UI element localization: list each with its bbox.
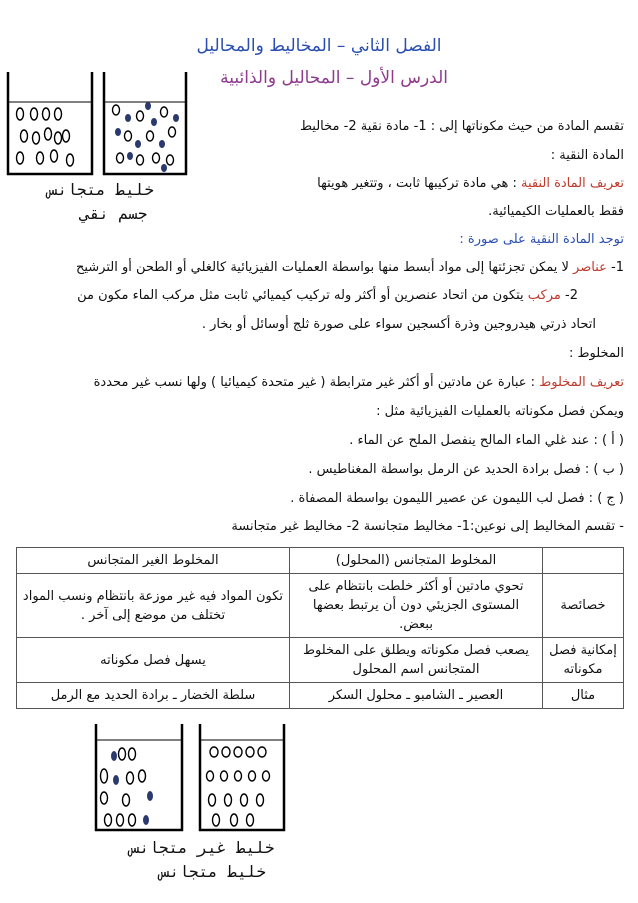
beakers-figure-bottom [88,720,288,836]
table-row [17,638,624,683]
mixture-definition: تعريف المخلوط : عبارة عن مادتين أو أكثر غير مترابطة ( غير متحدة كيميائيا ) ولها نسب غير محددة [93,375,624,390]
elements-term: عناصر [573,260,607,275]
mixture-types-line: - تقسم المخاليط إلى نوعين:1- مخاليط متجانسة 2- مخاليط غير متجانسة [231,519,624,534]
pure-forms-heading: توجد المادة النقية على صورة : [459,232,624,247]
row-label: إمكانية فصل مكوناته [543,638,624,683]
label-pure-substance: جسم نقي [80,204,148,223]
mixture-separation: ويمكن فصل مكوناته بالعمليات الفيزيائية مثل : [376,404,624,419]
table-row [17,683,624,709]
row-label: مثال [543,683,624,709]
mixture-definition-term: تعريف المخلوط [539,375,624,390]
cell-homogeneous: تحوي مادتين أو أكثر خلطت بانتظام على المستوى الجزيئي دون أن يرتبط بعضها ببعض. [290,574,543,638]
example-b: ( ب ) : فصل برادة الحديد عن الرمل بواسطة المغناطيس . [308,462,624,477]
table-header-row [17,548,624,574]
row-label: خصائصة [543,574,624,638]
compound-line: 2- مركب يتكون من اتحاد عنصرين أو أكثر وله تركيب كيميائي ثابت مثل مركب الماء مكون من [77,288,578,303]
pure-definition: تعريف المادة النقية : هي مادة تركيبها ثابت ، وتتغير هويتها [317,176,624,191]
label-homogeneous-mixture-bottom: خليط متجانس [160,862,266,881]
cell-heterogeneous: تكون المواد فيه غير موزعة بانتظام ونسب المواد تختلف من موضع إلى آخر . [17,574,290,638]
pure-definition-term: تعريف المادة النقية [520,176,624,191]
cell-homogeneous: العصير ـ الشامبو ـ محلول السكر [290,683,543,709]
example-c: ( ج ) : فصل لب الليمون عن عصير الليمون بواسطة المصفاة . [290,491,624,506]
lesson-title: الدرس الأول – المحاليل والذائبية [220,68,448,88]
table-row [17,574,624,638]
header-homogeneous: المخلوط المتجانس (المحلول) [290,548,543,574]
chapter-title: الفصل الثاني – المخاليط والمحاليل [196,36,442,56]
pure-heading: المادة النقية : [550,148,624,163]
example-a: ( أ ) : عند غلي الماء المالح ينفصل الملح عن الماء . [349,433,624,448]
compound-term: مركب [527,288,561,303]
elements-line: 1- عناصر لا يمكن تجزئتها إلى مواد أبسط منها بواسطة العمليات الفيزيائية كالغلي أو الطحن أو الترشيح [75,260,624,275]
beakers-figure-top [0,68,190,180]
cell-heterogeneous: يسهل فصل مكوناته [17,638,290,683]
compound-example: اتحاد ذرتي هيدروجين وذرة أكسجين سواء على صورة ثلج أوسائل أو بخار . [201,317,596,332]
comparison-table [16,547,624,709]
label-heterogeneous-mixture: خليط غير متجانس [130,838,275,857]
table-corner [543,548,624,574]
division-line: تقسم المادة من حيث مكوناتها إلى : 1- مادة نقية 2- مخاليط [299,119,624,134]
label-homogeneous-mixture-top: خليط متجانس [48,180,154,199]
header-heterogeneous: المخلوط الغير المتجانس [17,548,290,574]
cell-homogeneous: يصعب فصل مكوناته ويطلق على المخلوط المتجانس اسم المحلول [290,638,543,683]
pure-definition-cont: فقط بالعمليات الكيميائية. [488,204,624,219]
mixture-heading: المخلوط : [568,346,624,361]
cell-heterogeneous: سلطة الخضار ـ برادة الحديد مع الرمل [17,683,290,709]
